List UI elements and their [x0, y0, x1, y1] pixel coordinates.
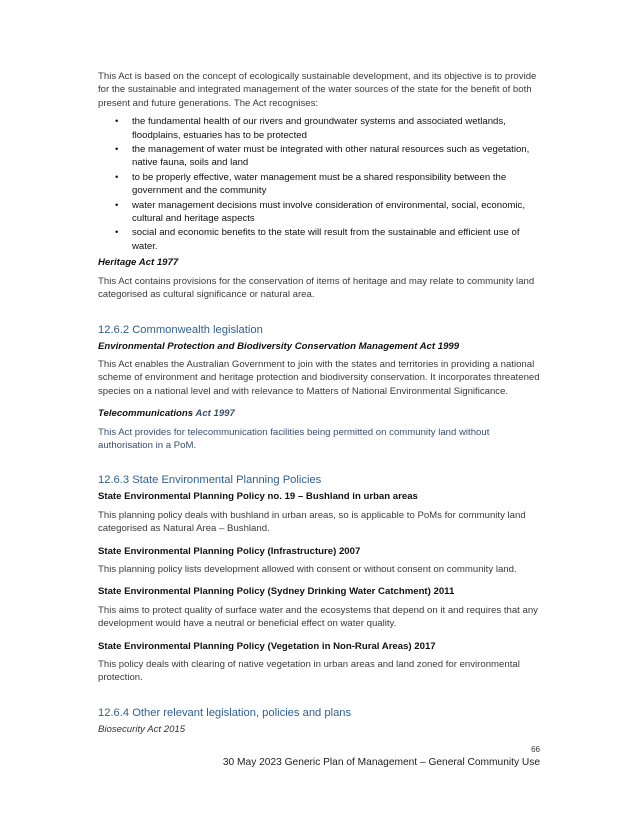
- sepp-drinking-water-title: State Environmental Planning Policy (Sydney Drinking Water Catchment) 2011: [98, 586, 455, 598]
- sepp-drinking-water-text: This aims to protect quality of surface water and the ecosystems that depend on it and requires that any development would have a neutral or beneficial effect on water quality.: [98, 604, 538, 630]
- list-item: • social and economic benefits to the state will result from the sustainable and efficient use of water.: [115, 227, 520, 252]
- bullet-icon: •: [115, 116, 119, 128]
- section-heading-other: 12.6.4 Other relevant legislation, policies and plans: [98, 706, 352, 719]
- sepp-vegetation-text: This policy deals with clearing of native vegetation in urban areas and land zoned for environmental protection.: [98, 659, 520, 684]
- sepp-infrastructure-title: State Environmental Planning Policy (Infrastructure) 2007: [98, 545, 361, 557]
- section-heading-sepp: 12.6.3 State Environmental Planning Policies: [98, 474, 322, 487]
- bullet-icon: •: [115, 144, 119, 156]
- sepp-vegetation-title: State Environmental Planning Policy (Vegetation in Non-Rural Areas) 2017: [98, 640, 436, 652]
- bullet-icon: •: [115, 199, 119, 211]
- page-footer: 30 May 2023 Generic Plan of Management – General Community Use: [222, 757, 540, 768]
- section-heading-commonwealth: 12.6.2 Commonwealth legislation: [98, 323, 263, 336]
- intro-paragraph: This Act is based on the concept of ecologically sustainable development, and its objective is to provide for the sustainable and integrated management of the water sources of the state for the benefit of both present and future generations. The Act recognises:: [98, 71, 537, 109]
- list-item: • the fundamental health of our rivers and groundwater systems and associated wetlands, floodplains, estuaries has to be protected: [115, 116, 506, 141]
- sepp-infrastructure-text: This planning policy lists development allowed with consent or without consent on community land.: [98, 563, 517, 575]
- heritage-act-title: Heritage Act 1977: [98, 257, 179, 269]
- list-item: • the management of water must be integrated with other natural resources such as vegetation, native fauna, soils and land: [115, 144, 530, 169]
- sepp-19-text: This planning policy deals with bushland in urban areas, so is applicable to PoMs for community land categorised as Natural Area – Bushland.: [98, 509, 526, 535]
- page-number: 66: [531, 745, 540, 754]
- bullet-icon: •: [115, 171, 119, 183]
- epbc-act-text: This Act enables the Australian Government to join with the states and territories in providing a national scheme of environment and heritage protection and biodiversity conservation. It incorporates threatened species on a national level and with relevance to Matters of National Environmental Significance.: [98, 358, 540, 397]
- list-item: • to be properly effective, water management must be a shared responsibility between the government and the community: [115, 171, 507, 197]
- telecom-act-text: This Act provides for telecommunication facilities being permitted on community land without authorisation in a PoM.: [98, 426, 490, 451]
- biosecurity-act-title: Biosecurity Act 2015: [98, 723, 186, 735]
- telecom-act-title: Telecommunications Act 1997: [98, 408, 235, 420]
- heritage-act-text: This Act contains provisions for the conservation of items of heritage and may relate to community land categorised as cultural significance or natural area.: [98, 275, 535, 301]
- recognises-list: [98, 115, 544, 253]
- sepp-19-title: State Environmental Planning Policy no. 19 – Bushland in urban areas: [98, 491, 418, 503]
- document-page: [98, 70, 544, 736]
- epbc-act-title: Environmental Protection and Biodiversity Conservation Management Act 1999: [98, 340, 460, 352]
- bullet-icon: •: [115, 227, 119, 239]
- list-item: • water management decisions must involve consideration of environmental, social, economic, cultural and heritage aspects: [115, 199, 526, 225]
